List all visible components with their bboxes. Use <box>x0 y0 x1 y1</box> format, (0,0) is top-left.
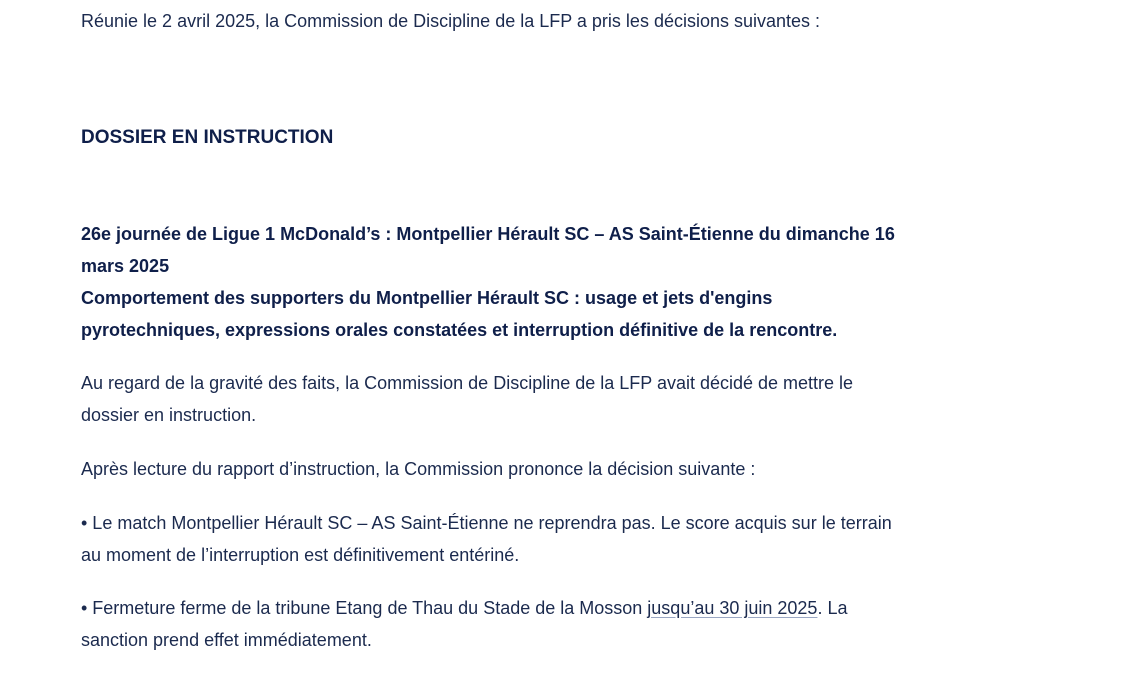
paragraph-line: Au regard de la gravité des faits, la Commission de Discipline de la LFP avait décidé de mettre le <box>81 373 854 393</box>
date-link[interactable]: jusqu’au 30 juin 2025 <box>647 598 818 618</box>
section-heading: DOSSIER EN INSTRUCTION <box>81 127 334 148</box>
match-subtitle-line: pyrotechniques, expressions orales constatées et interruption définitive de la rencontre. <box>81 320 838 340</box>
match-title <box>81 218 931 346</box>
decision-bullet-match <box>81 507 931 571</box>
match-title-line: mars 2025 <box>81 256 170 276</box>
gravity-paragraph <box>81 367 931 431</box>
paragraph-line: dossier en instruction. <box>81 405 257 425</box>
match-subtitle-line: Comportement des supporters du Montpellier Hérault SC : usage et jets d'engins <box>81 288 773 308</box>
bullet-line: • Le match Montpellier Hérault SC – AS Saint-Étienne ne reprendra pas. Le score acquis sur le terrain <box>81 513 892 533</box>
bullet-line: sanction prend effet immédiatement. <box>81 630 372 650</box>
bullet-text: . La <box>817 598 848 618</box>
decision-intro-paragraph: Après lecture du rapport d’instruction, la Commission prononce la décision suivante : <box>81 459 756 479</box>
bullet-line: au moment de l’interruption est définitivement entériné. <box>81 545 520 565</box>
bullet-text: • Fermeture ferme de la tribune Etang de Thau du Stade de la Mosson <box>81 598 648 618</box>
match-title-line: 26e journée de Ligue 1 McDonald’s : Montpellier Hérault SC – AS Saint-Étienne du dimanche 16 <box>81 224 895 244</box>
bullet-line <box>81 592 931 624</box>
decision-bullet-stand-closure <box>81 592 931 656</box>
intro-paragraph: Réunie le 2 avril 2025, la Commission de Discipline de la LFP a pris les décisions suivantes : <box>81 11 821 31</box>
